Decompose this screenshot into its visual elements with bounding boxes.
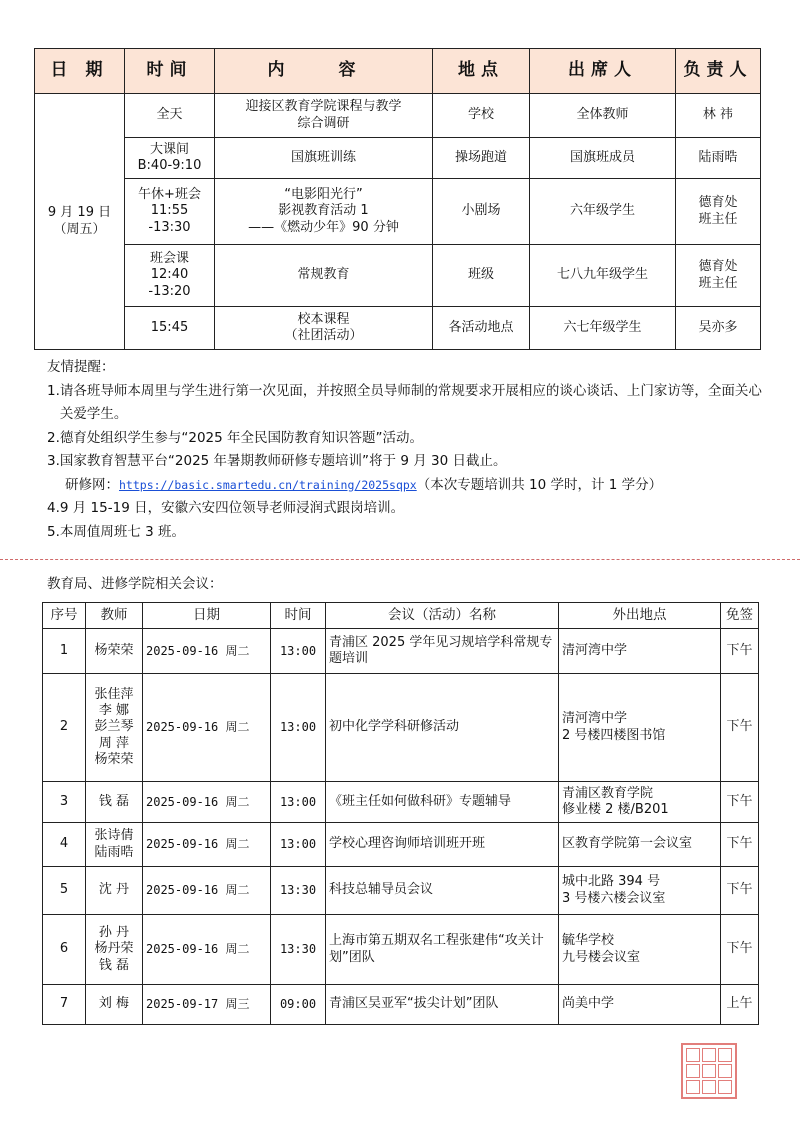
schedule-date: 9 月 19 日 （周五） [35,94,125,350]
row-time: 午休+班会 11:55 -13:30 [125,179,215,245]
schedule-row [35,179,761,245]
row-place: 班级 [433,245,530,307]
cell-time: 13:30 [271,867,326,915]
section-divider [0,559,800,560]
reminder-item [47,497,767,521]
cell-time: 13:30 [271,915,326,985]
cell-teacher: 沈 丹 [86,867,143,915]
reminders-title: 友情提醒： [47,359,115,375]
row-time: 大课间 B:40-9:10 [125,138,215,179]
cell-location: 清河湾中学 [559,629,721,674]
header-no: 序号 [43,603,86,629]
cell-sign: 下午 [721,629,759,674]
cell-location: 毓华学校 九号楼会议室 [559,915,721,985]
reminder-item [47,427,767,451]
schedule-row [35,94,761,138]
reminder-number: 3. [47,453,60,469]
schedule-table [34,48,761,350]
row-owner: 林 祎 [676,94,761,138]
table-row [43,915,759,985]
row-content: “电影阳光行” 影视教育活动 1 ——《燃动少年》90 分钟 [215,179,433,245]
row-place: 各活动地点 [433,307,530,350]
cell-no: 7 [43,985,86,1025]
cell-no: 1 [43,629,86,674]
cell-teacher: 钱 磊 [86,782,143,823]
cell-date: 2025-09-16 周二 [143,782,271,823]
reminder-number: 2. [47,429,60,446]
header-teacher: 教师 [86,603,143,629]
row-attendees: 国旗班成员 [530,138,676,179]
schedule-row [35,245,761,307]
cell-sign: 下午 [721,823,759,867]
table-row [43,867,759,915]
school-seal-stamp [681,1043,737,1099]
header-time: 时间 [271,603,326,629]
row-place: 小剧场 [433,179,530,245]
table-row [43,782,759,823]
schedule-row [35,138,761,179]
cell-meeting-name: 青浦区 2025 学年见习规培学科常规专题培训 [326,629,559,674]
reminder-item [47,521,767,545]
cell-meeting-name: 《班主任如何做科研》专题辅导 [326,782,559,823]
meetings-header-row [43,603,759,629]
row-owner: 德育处 班主任 [676,179,761,245]
cell-time: 13:00 [271,782,326,823]
cell-sign: 下午 [721,915,759,985]
row-owner: 吴亦多 [676,307,761,350]
row-attendees: 六年级学生 [530,179,676,245]
reminder-text: 9 月 15-19 日，安徽六安四位领导老师浸润式跟岗培训。 [59,500,405,516]
cell-teacher: 张佳萍 李 娜 彭兰琴 周 萍 杨荣荣 [86,674,143,782]
table-row [43,985,759,1025]
cell-date: 2025-09-16 周二 [143,867,271,915]
schedule-header-row [35,49,761,94]
training-link[interactable]: https://basic.smartedu.cn/training/2025sqpx [119,477,417,492]
reminder-text: 本周值周班七 3 班。 [59,523,186,540]
cell-teacher: 孙 丹 杨丹荣 钱 磊 [86,915,143,985]
header-time: 时间 [125,49,215,94]
training-link-label: 研修网： [65,476,119,493]
cell-date: 2025-09-16 周二 [143,823,271,867]
cell-date: 2025-09-16 周二 [143,629,271,674]
cell-sign: 下午 [721,674,759,782]
meetings-table [42,602,759,1025]
header-attendees: 出席人 [530,49,676,94]
header-location: 外出地点 [559,603,721,629]
cell-time: 09:00 [271,985,326,1025]
reminder-number: 4. [47,500,60,516]
reminder-number: 5. [47,523,60,540]
cell-sign: 下午 [721,782,759,823]
reminder-text: 请各班导师本周里与学生进行第一次见面，并按照全员导师制的常规要求开展相应的谈心谈话、上门家访等，全面关心关爱学生。 [59,382,762,422]
row-place: 学校 [433,94,530,138]
cell-teacher: 刘 梅 [86,985,143,1025]
cell-teacher: 杨荣荣 [86,629,143,674]
cell-location: 青浦区教育学院 修业楼 2 楼/B201 [559,782,721,823]
table-row [43,629,759,674]
cell-meeting-name: 青浦区吴亚军“拔尖计划”团队 [326,985,559,1025]
header-meeting-name: 会议（活动）名称 [326,603,559,629]
row-content: 校本课程 （社团活动） [215,307,433,350]
row-attendees: 六七年级学生 [530,307,676,350]
header-content: 内 容 [215,49,433,94]
row-place: 操场跑道 [433,138,530,179]
cell-meeting-name: 学校心理咨询师培训班开班 [326,823,559,867]
row-attendees: 七八九年级学生 [530,245,676,307]
row-time: 全天 [125,94,215,138]
training-link-line [47,474,767,498]
reminders-section [47,356,767,544]
cell-no: 6 [43,915,86,985]
header-sign: 免签 [721,603,759,629]
cell-time: 13:00 [271,674,326,782]
row-owner: 德育处 班主任 [676,245,761,307]
cell-no: 5 [43,867,86,915]
cell-location: 尚美中学 [559,985,721,1025]
reminder-item [47,450,767,474]
header-date: 日 期 [35,49,125,94]
cell-teacher: 张诗倩 陆雨晧 [86,823,143,867]
cell-date: 2025-09-16 周二 [143,915,271,985]
cell-date: 2025-09-16 周二 [143,674,271,782]
cell-meeting-name: 科技总辅导员会议 [326,867,559,915]
meetings-title: 教育局、进修学院相关会议： [47,576,223,592]
row-attendees: 全体教师 [530,94,676,138]
header-date: 日期 [143,603,271,629]
cell-no: 2 [43,674,86,782]
cell-location: 清河湾中学 2 号楼四楼图书馆 [559,674,721,782]
cell-location: 城中北路 394 号 3 号楼六楼会议室 [559,867,721,915]
row-owner: 陆雨晧 [676,138,761,179]
header-owner: 负责人 [676,49,761,94]
cell-sign: 下午 [721,867,759,915]
cell-location: 区教育学院第一会议室 [559,823,721,867]
reminder-text: 德育处组织学生参与“2025 年全民国防教育知识答题”活动。 [59,429,424,446]
cell-meeting-name: 初中化学学科研修活动 [326,674,559,782]
schedule-row [35,307,761,350]
reminder-item [47,380,767,427]
cell-date: 2025-09-17 周三 [143,985,271,1025]
cell-time: 13:00 [271,629,326,674]
reminder-text: 国家教育智慧平台“2025 年暑期教师研修专题培训”将于 9 月 30 日截止。 [59,453,507,469]
training-link-note: （本次专题培训共 10 学时，计 1 学分） [416,476,663,493]
reminder-number: 1. [47,382,60,399]
table-row [43,674,759,782]
cell-sign: 上午 [721,985,759,1025]
row-content: 常规教育 [215,245,433,307]
row-time: 15:45 [125,307,215,350]
table-row [43,823,759,867]
row-time: 班会课 12:40 -13:20 [125,245,215,307]
cell-time: 13:00 [271,823,326,867]
cell-meeting-name: 上海市第五期双名工程张建伟“攻关计划”团队 [326,915,559,985]
cell-no: 4 [43,823,86,867]
row-content: 迎接区教育学院课程与教学 综合调研 [215,94,433,138]
row-content: 国旗班训练 [215,138,433,179]
cell-no: 3 [43,782,86,823]
header-place: 地点 [433,49,530,94]
